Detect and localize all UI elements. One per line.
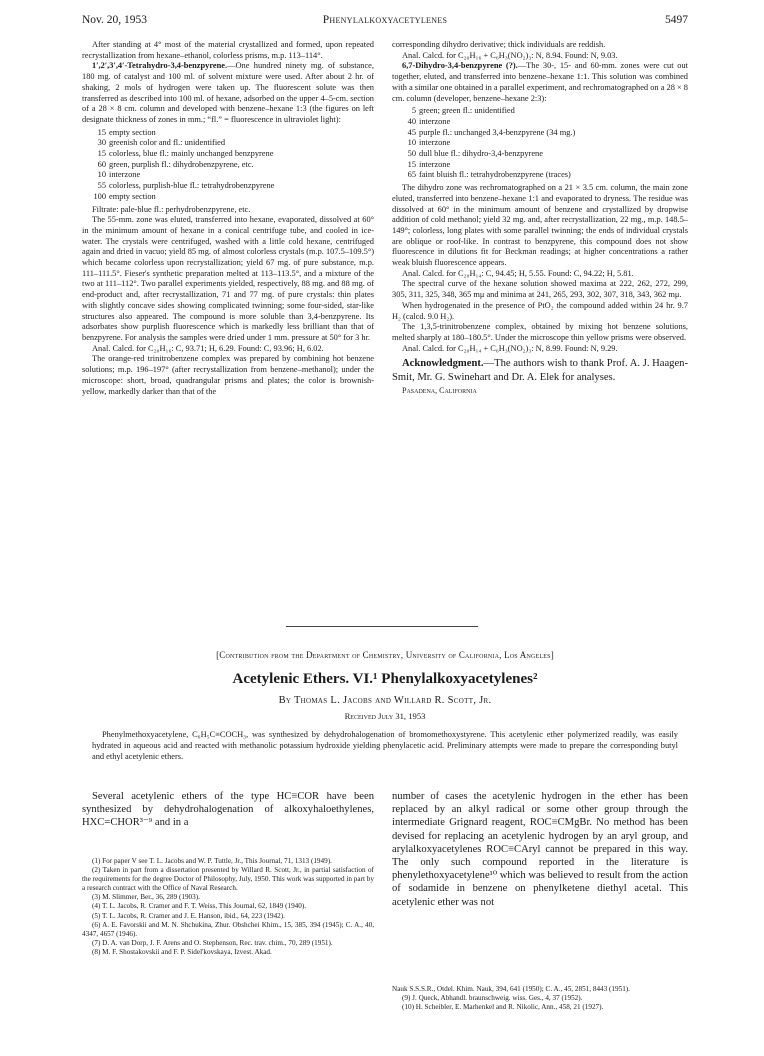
- body-right: [392, 790, 688, 909]
- footnote: (2) Taken in part from a dissertation presented by Willard R. Scott, Jr., in partial satisfaction of the requirements for the degree Doctor of Philosophy, July, 1950. This work was supported in part by a research contract with the Office of Naval Research.: [82, 866, 374, 893]
- zone-item: [402, 170, 688, 181]
- analysis-line: Anal. Calcd. for C₂₀H₁₄ + C₆H₃(NO₂)₃: N, 8.99. Found: N, 9.29.: [402, 343, 618, 353]
- zone-list: [402, 106, 688, 181]
- zone-description: colorless, blue fl.: mainly unchanged benzpyrene: [109, 149, 274, 159]
- zone-item: [92, 192, 374, 203]
- zone-item: [92, 160, 374, 171]
- footnote: (4) T. L. Jacobs, R. Cramer and F. T. Weiss, This Journal, 62, 1849 (1940).: [92, 902, 307, 911]
- zone-description: empty section: [109, 191, 156, 201]
- zone-item: [92, 128, 374, 139]
- zone-thickness: 5: [411, 106, 416, 116]
- abstract: Phenylmethoxyacetylene, C₆H₅C≡COCH₃, was synthesized by dehydrohalogenation of bromomethoxystyrene. This acetylenic ether polymerized readily, was easily hydrated in aqueous acid and reacted with methanolic potassium hydroxide yielding phenylacetic acid. Preliminary attempts were made to prepare the corresponding butyl and ethyl acetylenic ethers.: [92, 730, 678, 761]
- zone-thickness: 55: [97, 181, 106, 191]
- zone-description: interzone: [419, 116, 451, 126]
- section-rule: [286, 626, 478, 627]
- zone-thickness: 60: [97, 159, 106, 169]
- paragraph: corresponding dihydro derivative; thick individuals are reddish.: [392, 40, 606, 49]
- paragraph: When hydrogenated in the presence of PtO₂ the compound added within 24 hr. 9.7 H₂ (calcd. 9.0 H₂).: [392, 300, 688, 321]
- section-heading: 1′,2′,3′,4′-Tetrahydro-3,4-benzpyrene.: [92, 61, 228, 71]
- analysis-line: Anal. Calcd. for C₂₀H₁₆: C, 93.71; H, 6.29. Found: C, 93.96; H, 6.02.: [92, 343, 324, 353]
- zone-item: [402, 160, 688, 171]
- zone-item: [402, 138, 688, 149]
- footnote: (6) A. E. Favorskii and M. N. Shchukina, Zhur. Obshchei Khim., 15, 385, 394 (1945); C. A., 40, 4347, 4657 (1946).: [82, 920, 374, 938]
- paragraph: The dihydro zone was rechromatographed on a 21 × 3.5 cm. column, the main zone eluted, transferred into benzene–hexane 1:1 and evaporated to dryness. The residue was dissolved at 60° in the minimum amount of benzene and crystallized by dropwise addition of cold methanol; yield 32 mg. and, after recrystallization, 22 mg., m.p. 148.5–149°; colorless, long plates with some parallel twinning; the ends of individual crystals are oblique or roof-like. In contrast to benzpyrene, this compound does not show fluorescence in dilutions fit for Beckman readings; at higher concentrations a rather weak bluish fluorescence appears.: [392, 183, 688, 268]
- zone-item: [92, 181, 374, 192]
- zone-description: empty section: [109, 127, 156, 137]
- zone-item: [402, 106, 688, 117]
- zone-item: [92, 138, 374, 149]
- section-heading: 6,7-Dihydro-3,4-benzpyrene (?).: [402, 61, 518, 71]
- zone-item: [402, 128, 688, 139]
- acknowledgment: Acknowledgment.—The authors wish to thank Prof. A. J. Haagen-Smit, Mr. G. Swinehart and Dr. A. Elek for analyses.: [392, 358, 688, 383]
- page-header: [82, 14, 688, 30]
- analysis-line: Anal. Calcd. for C₂₀H₁₄: C, 94.45; H, 5.55. Found: C, 94.22; H, 5.81.: [402, 268, 634, 278]
- zone-description: interzone: [419, 159, 451, 169]
- zone-thickness: 15: [97, 149, 106, 159]
- zone-description: interzone: [109, 170, 141, 180]
- zone-thickness: 10: [97, 170, 106, 180]
- paragraph: Several acetylenic ethers of the type HC≡COR have been synthesized by dehydrohalogenation of alkoxyhaloethylenes, HXC=CHOR³⁻⁹ and in a: [82, 791, 374, 829]
- paragraph: The 55-mm. zone was eluted, transferred into hexane, evaporated, dissolved at 60° in the minimum amount of hexane in a conical centrifuge tube, and cooled in ice-water. The crystals were centrifuged, washed with a little cold hexane, centrifuged again and dried in vacuo; yield 85 mg. of almost colorless crystals (m.p. 107.5–109.5°) which became colorless upon recrystallization; yield 67 mg. of pure substance, m.p. 111–111.5°. Fieser's synthetic preparation melted at 113–113.5°, and a mixture of the two at 111–112°. Two parallel experiments yielded, respectively, 88 mg. and 88 mg. of end-product and, after recrystallization, 71 and 77 mg. of pure crystals: thin plates with slightly concave sides showing complicated twinning; some four-sided, star-like structures also appeared. The compound is more soluble than 3,4-benzpyrene. Its adsorbates show purplish fluorescence which is markedly less brilliant than that of benzpyrene. For analysis the samples were dried under 1 mm. pressure at 50° for 3 hr.: [82, 215, 374, 342]
- zone-description: colorless, purplish-blue fl.: tetrahydrobenzpyrene: [109, 181, 275, 191]
- zone-thickness: 40: [407, 116, 416, 126]
- zone-description: greenish color and fl.: unidentified: [109, 138, 226, 148]
- zone-description: interzone: [419, 138, 451, 148]
- header-date: Nov. 20, 1953: [82, 14, 148, 26]
- zone-description: green; green fl.: unidentified: [419, 106, 515, 116]
- paragraph: The orange-red trinitrobenzene complex was prepared by combining hot benzene solutions; m.p. 196–197° (after recrystallization from benzene–methanol); under the microscope: short, broad, quadrangular prisms and plates; the color is brownish-yellow, markedly darker than that of the: [82, 354, 374, 396]
- page-number: 5497: [665, 14, 688, 26]
- zone-thickness: 65: [407, 170, 416, 180]
- zone-thickness: 45: [407, 127, 416, 137]
- zone-thickness: 15: [97, 127, 106, 137]
- zone-item: [402, 149, 688, 160]
- zone-list: [92, 128, 374, 203]
- zone-thickness: 10: [407, 138, 416, 148]
- zone-item: [92, 149, 374, 160]
- right-column: [392, 40, 688, 397]
- article-title: Acetylenic Ethers. VI.¹ Phenylalkoxyacetylenes²: [232, 671, 538, 687]
- footnotes-right: [392, 985, 688, 1012]
- paragraph: The spectral curve of the hexane solution showed maxima at 222, 262, 272, 299, 305, 311, 325, 348, 365 mμ and minima at 241, 265, 293, 302, 307, 318, 343, 362 mμ.: [392, 279, 688, 300]
- received-date: Received July 31, 1953: [344, 711, 426, 721]
- paragraph: After standing at 4° most of the material crystallized and formed, upon repeated recrystallization from hexane–ethanol, colorless prisms, m.p. 113–114°.: [82, 40, 374, 60]
- zone-item: [402, 117, 688, 128]
- zone-item: [92, 170, 374, 181]
- footnote: (3) M. Slimmer, Ber., 36, 289 (1903).: [92, 893, 200, 902]
- zone-thickness: 50: [407, 149, 416, 159]
- body-left: [82, 790, 374, 830]
- paragraph: 6,7-Dihydro-3,4-benzpyrene (?).—The 30-, 15- and 60-mm. zones were cut out together, eluted, and transferred into benzene–hexane 1:1. This solution was combined with a similar one obtained in a parallel experiment, and rechromatographed on a 28 × 8 cm. column (developer, benzene–hexane 2:3):: [392, 61, 688, 103]
- zone-description: dull blue fl.: dihydro-3,4-benzpyrene: [419, 149, 543, 159]
- footnote: (9) J. Queck, Abhandl. braunschweig. wiss. Ges., 4, 37 (1952).: [402, 994, 583, 1003]
- contribution-line: [Contribution from the Department of Chemistry, University of California, Los Angeles]: [216, 650, 554, 660]
- paragraph: Filtrate: pale-blue fl.: perhydrobenzpyrene, etc.: [92, 204, 251, 214]
- zone-thickness: 100: [93, 191, 106, 201]
- paragraph: number of cases the acetylenic hydrogen in the ether has been replaced by an alkyl radical or some other group through the intermediate Grignard reagent, ROC≡CMgBr. No method has been devised for replacing an acetylenic hydrogen by an aryl group, and arylalkoxyacetylenes ROC≡CAryl cannot be prepared in this way. The only such compound reported in the literature is phenylethoxyacetylene¹⁰ which was believed to result from the action of sodamide in benzene on phenylketene diethyl acetal. This acetylenic ether was not: [392, 791, 688, 908]
- left-column: [82, 40, 374, 397]
- paragraph: The 1,3,5-trinitrobenzene complex, obtained by mixing hot benzene solutions, melted sharply at 180–180.5°. Under the microscope thin yellow prisms were observed.: [392, 322, 688, 342]
- running-title: Phenylalkoxyacetylenes: [322, 14, 448, 26]
- footnote: (8) M. F. Shostakovskii and F. P. Sidel'kovskaya, Izvest. Akad.: [92, 947, 272, 956]
- analysis-line: Anal. Calcd. for C₂₀H₁₆ + C₆H₃(NO₂)₃: N, 8.94. Found: N, 9.03.: [402, 50, 618, 60]
- footnote: Nauk S.S.S.R., Otdel. Khim. Nauk, 394, 641 (1950); C. A., 45, 2851, 8443 (1951).: [392, 985, 630, 993]
- authors: By Thomas L. Jacobs and Willard R. Scott, Jr.: [278, 695, 492, 706]
- footnote: (10) H. Scheibler, E. Marhenkel and R. Nikolic, Ann., 458, 21 (1927).: [402, 1003, 604, 1012]
- paragraph: 1′,2′,3′,4′-Tetrahydro-3,4-benzpyrene.—One hundred ninety mg. of substance, 180 mg. of catalyst and 100 ml. of solvent mixture were used. After about 2 hr. of shaking, 2 mols of hydrogen were taken up. The fluorescent solute was then transferred as described into 100 ml. of hexane, adsorbed on the upper 4–5-cm. section of a 28 × 8 cm. column and developed with benzene–hexane 1:3 (the figures on left designate thickness of zones in mm.; “fl.” = fluorescence in ultraviolet light):: [82, 61, 374, 124]
- footnotes-left: [82, 857, 374, 957]
- zone-thickness: 15: [407, 159, 416, 169]
- zone-thickness: 30: [97, 138, 106, 148]
- zone-description: faint bluish fl.: tetrahydrobenzpyrene (traces): [419, 170, 571, 180]
- footnote: (7) D. A. van Dorp, J. F. Arens and O. Stephenson, Rec. trav. chim., 70, 289 (1951).: [92, 938, 333, 947]
- footnote: (1) For paper V see T. L. Jacobs and W. P. Tuttle, Jr., This Journal, 71, 1313 (1949).: [92, 857, 332, 865]
- footnote: (5) T. L. Jacobs, R. Cramer and J. E. Hanson, ibid., 64, 223 (1942).: [92, 911, 285, 920]
- location: Pasadena, California: [402, 386, 477, 396]
- zone-description: green, purplish fl.: dihydrobenzpyrene, etc.: [109, 159, 254, 169]
- zone-description: purple fl.: unchanged 3,4-benzpyrene (34 mg.): [419, 127, 576, 137]
